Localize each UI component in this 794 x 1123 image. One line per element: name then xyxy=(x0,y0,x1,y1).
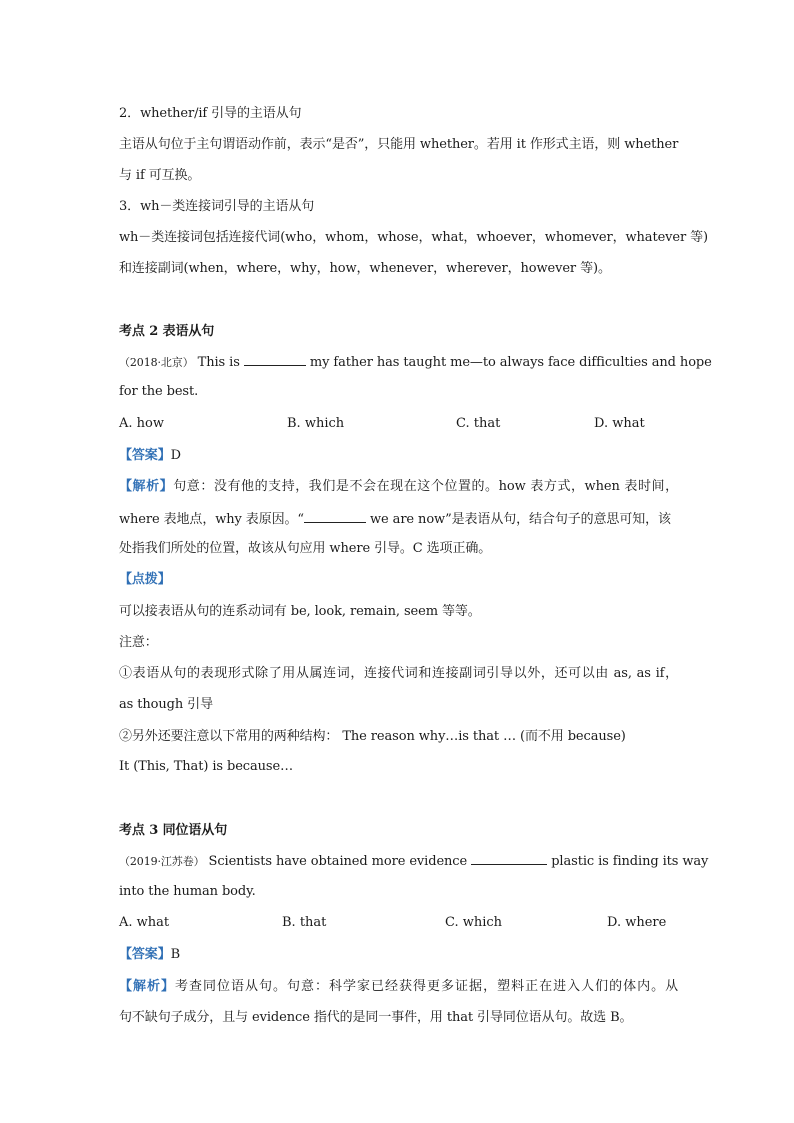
kp3-option-b: B. that xyxy=(282,915,327,930)
kp3-answer xyxy=(119,945,678,965)
kp3-answer-tag: 【答案】 xyxy=(119,947,171,962)
kp2-question xyxy=(119,351,712,373)
kp3-analysis-line2: 句不缺句子成分，且与 evidence 指代的是同一事件，用 that 引导同位语从句。故选 B。 xyxy=(119,1010,633,1025)
kp2-source: （2018·北京） xyxy=(119,356,194,369)
kp2-option-c: C. that xyxy=(456,416,501,431)
item2-line1: 主语从句位于主句谓语动作前，表示“是否”，只能用 whether。若用 it 作形式主语，则 whether xyxy=(119,137,679,152)
kp2-note-label: 注意： xyxy=(119,635,158,650)
kp2-analysis-line2 xyxy=(119,508,678,530)
kp2-analysis-text2a: where 表地点，why 表原因。“ xyxy=(119,512,304,527)
kp2-analysis-blank xyxy=(304,508,366,523)
item3-title: 3．wh－类连接词引导的主语从句 xyxy=(119,199,315,214)
kp3-question xyxy=(119,850,709,872)
kp2-note1-line2: as though 引导 xyxy=(119,697,213,712)
kp3-analysis-tag: 【解析】 xyxy=(119,979,176,994)
kp2-note2: ②另外还要注意以下常用的两种结构： The reason why…is that … (而不用 because) xyxy=(119,729,626,744)
kp3-question-part-b: plastic is finding its way xyxy=(551,854,709,869)
item3-line1: wh－类连接词包括连接代词(who，whom，whose，what，whoever，whomever，whatever 等) xyxy=(119,230,709,245)
kp2-answer xyxy=(119,446,678,466)
kp2-question-part-b: my father has taught me—to always face difficulties and hope xyxy=(309,355,712,370)
kp3-answer-value: B xyxy=(170,947,181,962)
kp3-option-a: A. what xyxy=(119,915,170,930)
kp2-tip-tag: 【点拨】 xyxy=(119,572,171,587)
kp3-question-line2: into the human body. xyxy=(119,884,256,899)
kp2-option-b: B. which xyxy=(287,416,345,431)
kp2-heading: 考点 2 表语从句 xyxy=(119,324,215,339)
kp2-analysis-text2b: we are now”是表语从句，结合句子的意思可知，该 xyxy=(370,512,671,527)
kp3-analysis-line1 xyxy=(119,977,678,997)
kp2-note1-line1: ①表语从句的表现形式除了用从属连词，连接代词和连接副词引导以外，还可以由 as, as if， xyxy=(119,666,678,681)
kp2-analysis-line3: 处指我们所处的位置，故该从句应用 where 引导。C 选项正确。 xyxy=(119,541,492,556)
kp2-question-part-a: This is xyxy=(197,355,240,370)
kp3-option-c: C. which xyxy=(445,915,503,930)
kp2-answer-value: D xyxy=(170,448,181,463)
kp3-question-part-a: Scientists have obtained more evidence xyxy=(208,854,468,869)
item2-title: 2．whether/if 引导的主语从句 xyxy=(119,106,302,121)
kp2-analysis-tag: 【解析】 xyxy=(119,479,174,494)
kp3-heading: 考点 3 同位语从句 xyxy=(119,823,228,838)
kp3-answer-blank xyxy=(471,850,547,865)
kp3-source: （2019·江苏卷） xyxy=(119,855,205,868)
item3-line2: 和连接副词(when，where，why，how，whenever，wherever，however 等)。 xyxy=(119,261,611,276)
kp2-answer-tag: 【答案】 xyxy=(119,448,171,463)
kp2-analysis-text1: 句意：没有他的支持，我们是不会在现在这个位置的。how 表方式，when 表时间， xyxy=(173,479,678,494)
kp3-analysis-text1: 考查同位语从句。句意：科学家已经获得更多证据，塑料正在进入人们的体内。从 xyxy=(175,979,678,994)
kp2-note3: It (This, That) is because… xyxy=(119,759,293,774)
kp2-question-line2: for the best. xyxy=(119,384,199,399)
kp2-tip-line1: 可以接表语从句的连系动词有 be, look, remain, seem 等等。 xyxy=(119,604,481,619)
kp2-analysis-line1 xyxy=(119,477,678,497)
item2-line2: 与 if 可互换。 xyxy=(119,168,201,183)
kp2-option-d: D. what xyxy=(594,416,645,431)
kp2-answer-blank xyxy=(244,351,306,366)
kp2-option-a: A. how xyxy=(119,416,164,431)
kp3-option-d: D. where xyxy=(607,915,667,930)
